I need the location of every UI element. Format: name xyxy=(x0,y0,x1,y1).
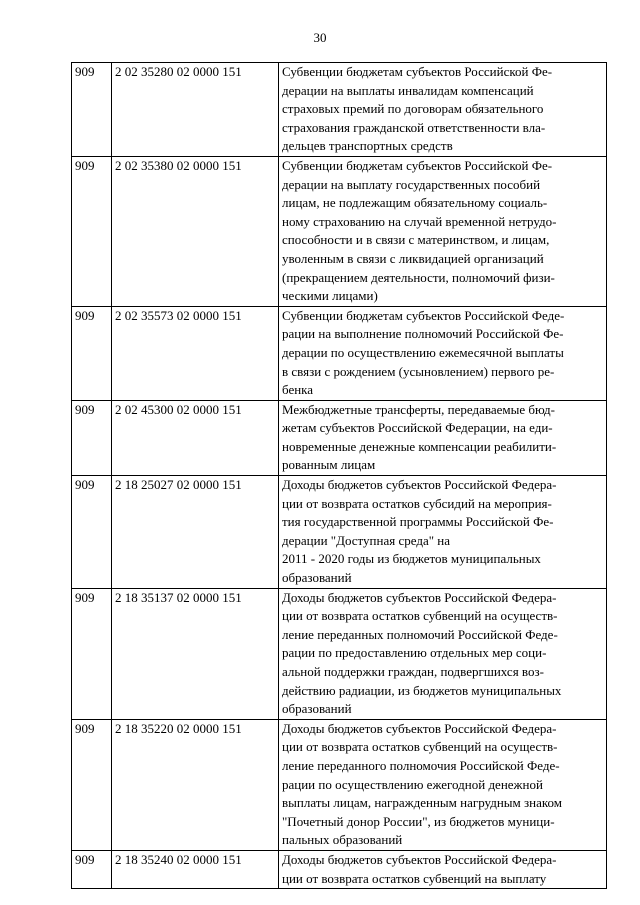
description-line: дерации "Доступная среда" на xyxy=(282,532,451,548)
description-line: Доходы бюджетов субъектов Российской Федера- xyxy=(282,720,557,736)
description-cell xyxy=(279,306,607,400)
description-line: ление переданного полномочия Российской Феде- xyxy=(282,757,560,773)
table-row xyxy=(72,63,607,157)
budget-code-cell: 2 02 45300 02 0000 151 xyxy=(112,400,279,475)
admin-code-cell: 909 xyxy=(72,719,112,850)
description-line: дерации на выплаты инвалидам компенсаций xyxy=(282,82,534,98)
budget-code-cell: 2 02 35380 02 0000 151 xyxy=(112,156,279,306)
description-line: страхования гражданской ответственности вла- xyxy=(282,119,546,135)
description-line: рованным лицам xyxy=(282,457,376,473)
description-line: 2011 - 2020 годы из бюджетов муниципальных xyxy=(282,551,541,567)
description-line: ции от возврата остатков субвенций на осуществ- xyxy=(282,739,558,755)
description-line: рации по предоставлению отдельных мер соци- xyxy=(282,645,547,661)
description-line: Доходы бюджетов субъектов Российской Федера- xyxy=(282,477,557,493)
table-row xyxy=(72,719,607,850)
budget-code-cell: 2 18 25027 02 0000 151 xyxy=(112,476,279,589)
description-cell xyxy=(279,476,607,589)
table-row xyxy=(72,588,607,719)
description-line: Субвенции бюджетам субъектов Российской Феде- xyxy=(282,307,565,323)
admin-code-cell: 909 xyxy=(72,400,112,475)
description-line: бенка xyxy=(282,382,314,398)
page-number: 30 xyxy=(313,30,327,45)
description-line: образований xyxy=(282,570,352,586)
description-cell xyxy=(279,719,607,850)
description-line: ции от возврата остатков субсидий на мероприя- xyxy=(282,495,552,511)
description-line: уволенным в связи с ликвидацией организаций xyxy=(282,250,544,266)
description-line: ному страхованию на случай временной нетрудо- xyxy=(282,213,557,229)
table-row xyxy=(72,156,607,306)
description-line: выплаты лицам, награжденным нагрудным знаком xyxy=(282,795,562,811)
table-row xyxy=(72,476,607,589)
description-line: Субвенции бюджетам субъектов Российской Фе- xyxy=(282,64,553,79)
admin-code-cell: 909 xyxy=(72,156,112,306)
description-line: дерации по осуществлению ежемесячной выплаты xyxy=(282,344,564,360)
description-line: дерации на выплату государственных пособий xyxy=(282,176,541,192)
admin-code-cell: 909 xyxy=(72,588,112,719)
table-body xyxy=(72,63,607,889)
description-line: ление переданных полномочий Российской Феде- xyxy=(282,626,558,642)
description-line: страховых премий по договорам обязательного xyxy=(282,101,544,117)
table-row xyxy=(72,306,607,400)
description-line: Межбюджетные трансферты, передаваемые бюд- xyxy=(282,401,555,417)
budget-code-cell: 2 18 35220 02 0000 151 xyxy=(112,719,279,850)
budget-code-cell: 2 02 35280 02 0000 151 xyxy=(112,63,279,157)
description-line: ческими лицами) xyxy=(282,288,378,304)
description-line: Доходы бюджетов субъектов Российской Федера- xyxy=(282,589,557,605)
description-cell xyxy=(279,588,607,719)
table-row xyxy=(72,850,607,888)
description-cell xyxy=(279,63,607,157)
description-line: в связи с рождением (усыновлением) первого ре- xyxy=(282,363,555,379)
admin-code-cell: 909 xyxy=(72,63,112,157)
description-line: способности и в связи с материнством, и лицам, xyxy=(282,232,550,248)
description-line: ции от возврата остатков субвенций на осуществ- xyxy=(282,608,558,624)
admin-code-cell: 909 xyxy=(72,306,112,400)
admin-code-cell: 909 xyxy=(72,476,112,589)
admin-code-cell: 909 xyxy=(72,850,112,888)
description-line: Субвенции бюджетам субъектов Российской Фе- xyxy=(282,157,553,173)
description-line: альной поддержки граждан, подвергшихся воз- xyxy=(282,664,544,679)
description-line: лицам, не подлежащим обязательному социаль- xyxy=(282,195,548,211)
description-line: пальных образований xyxy=(282,832,403,848)
description-line: дельцев транспортных средств xyxy=(282,138,453,154)
description-line: (прекращением деятельности, полномочий физи- xyxy=(282,269,555,285)
description-line: рации по осуществлению ежегодной денежной xyxy=(282,776,543,792)
description-line: образований xyxy=(282,701,352,717)
description-line: тия государственной программы Российской Фе- xyxy=(282,514,554,530)
description-cell xyxy=(279,850,607,888)
description-cell xyxy=(279,156,607,306)
table-row xyxy=(72,400,607,475)
description-line: "Почетный донор России", из бюджетов муници- xyxy=(282,813,555,829)
description-line: рации на выполнение полномочий Российской Фе- xyxy=(282,326,564,342)
description-line: Доходы бюджетов субъектов Российской Федера- xyxy=(282,851,557,867)
budget-code-cell: 2 02 35573 02 0000 151 xyxy=(112,306,279,400)
description-line: действию радиации, из бюджетов муниципальных xyxy=(282,682,562,698)
budget-code-cell: 2 18 35240 02 0000 151 xyxy=(112,850,279,888)
description-line: жетам субъектов Российской Федерации, на еди- xyxy=(282,420,553,436)
budget-classification-table xyxy=(71,62,607,889)
description-cell xyxy=(279,400,607,475)
budget-code-cell: 2 18 35137 02 0000 151 xyxy=(112,588,279,719)
description-line: новременные денежные компенсации реабилити- xyxy=(282,438,557,454)
description-line: ции от возврата остатков субвенций на выплату xyxy=(282,870,547,886)
